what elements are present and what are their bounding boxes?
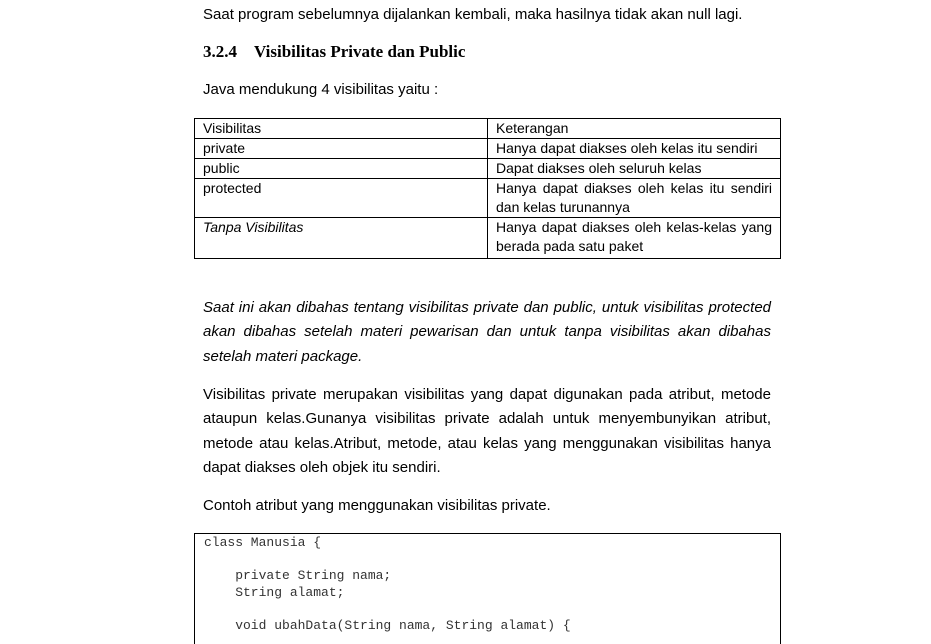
table-row xyxy=(195,139,781,159)
table-header-cell: Keterangan xyxy=(488,119,781,139)
table-header-row xyxy=(195,119,781,139)
code-block xyxy=(194,533,781,644)
table-cell-description: Hanya dapat diakses oleh kelas itu sendiri dan kelas turunannya xyxy=(488,179,781,218)
table-row xyxy=(195,179,781,218)
table-cell-description: Hanya dapat diakses oleh kelas itu sendiri xyxy=(488,139,781,159)
section-heading xyxy=(203,42,465,62)
intro-text: Saat program sebelumnya dijalankan kembali, maka hasilnya tidak akan null lagi. xyxy=(203,6,743,23)
paragraph-private-visibility: Visibilitas private merupakan visibilitas yang dapat digunakan pada atribut, metode ataupun kelas.Gunanya visibilitas private adalah untuk menyembunyikan atribut, metode atau kelas.Atribut, metode, atau kelas yang menggunakan visibilitas hanya dapat diakses oleh objek itu sendiri. xyxy=(203,386,771,476)
code-line: void ubahData(String nama, String alamat) { xyxy=(204,617,571,633)
table-header-cell: Visibilitas xyxy=(195,119,488,139)
code-line: class Manusia { xyxy=(204,535,322,550)
code-line: private String nama; xyxy=(204,568,392,583)
visibility-table xyxy=(194,118,781,259)
table-cell-visibility: private xyxy=(195,139,488,159)
paragraph-scope: Saat ini akan dibahas tentang visibilitas private dan public, untuk visibilitas protected akan dibahas setelah materi pewarisan dan untuk tanpa visibilitas akan dibahas setelah materi package. xyxy=(203,299,771,365)
table-cell-visibility: Tanpa Visibilitas xyxy=(195,218,488,259)
lead-text: Java mendukung 4 visibilitas yaitu : xyxy=(203,81,439,98)
table-cell-visibility: protected xyxy=(195,179,488,218)
table-row xyxy=(195,218,781,259)
table-cell-description: Dapat diakses oleh seluruh kelas xyxy=(488,159,781,179)
table-cell-description: Hanya dapat diakses oleh kelas-kelas yang berada pada satu paket xyxy=(488,218,781,259)
table-row xyxy=(195,159,781,179)
section-number: 3.2.4 xyxy=(203,42,237,61)
code-line: String alamat; xyxy=(204,584,345,600)
section-title: Visibilitas Private dan Public xyxy=(254,42,466,61)
table-cell-visibility: public xyxy=(195,159,488,179)
paragraph-example-intro: Contoh atribut yang menggunakan visibilitas private. xyxy=(203,497,551,514)
